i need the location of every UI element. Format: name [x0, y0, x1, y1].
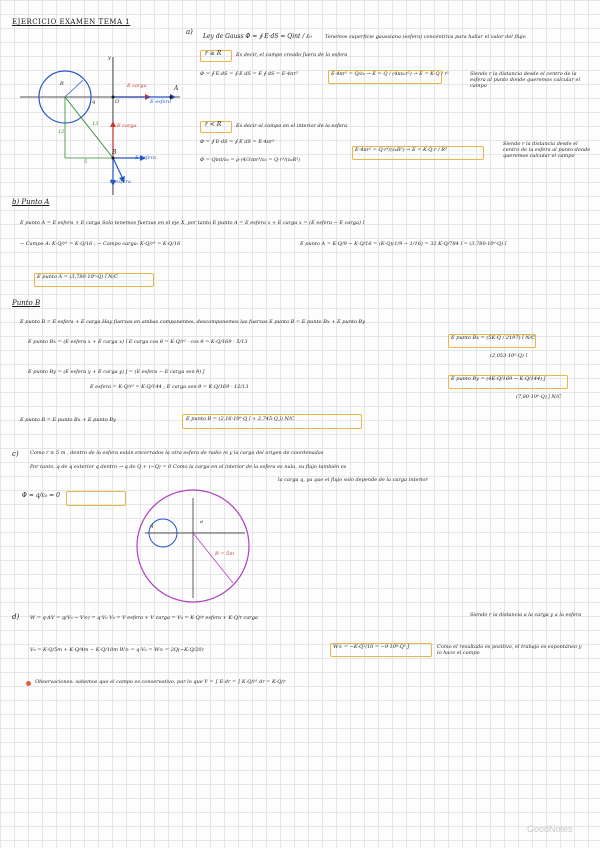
fig1-e-esfera-b: E esfera [135, 155, 156, 161]
part-d-footnote: Observaciones: sabemos que el campo es conservativo, por lo que V = ∫ E·dr = ∫ K·Q/r² dr = K·Q/r [35, 679, 286, 685]
gauss-note: Tenemos superficie gaussiana (esfera) concéntrica para hallar el valor del flujo [325, 34, 526, 40]
fig1-point-b: B [112, 149, 117, 156]
fig1-sphere-r: R [60, 81, 64, 87]
punto-b-line-y-2: E esfera = K·Q/r² = K·Q/144 ; E carga sen θ = K·Q/169 · 12/13 [90, 384, 249, 390]
part-c-line3: la carga q, ya que el flujo solo depende de la carga interior [278, 477, 428, 483]
part-b-line3: E punto A = K·Q/9 − K·Q/16 = (K·Q)(1/9 − 1/16) = 32 K·Q/784 î = (3,780·10⁶·Q) î [300, 241, 507, 247]
note-out: Siendo r la distancia desde el centro de la esfera al punto donde queremos calcular el campo [470, 71, 581, 89]
punto-b-result-x-2: (2,053·10⁹·Q) î [490, 353, 528, 359]
fig1-origin: O [115, 99, 120, 105]
result-in: E·4πr² = Q·r³/(ε₀R³) → E = K·Q·r / R³ [355, 147, 448, 153]
page-title: EJERCICIO EXAMEN TEMA 1 [12, 18, 131, 26]
note-in: Siendo r la distancia desde el centro de la esfera al punto donde queremos calcular el campo [503, 141, 591, 159]
fig1-dist-13: 13 [92, 121, 99, 127]
figure-sphere-c [135, 488, 255, 608]
part-b-label: b) Punto A [12, 198, 50, 206]
punto-b-line-y: E punto By = (E esfera y + E carga y) ĵ = (E esfera − E carga sen θ) ĵ [28, 369, 205, 375]
part-d-label: d) [12, 613, 20, 621]
fig2-label-q: q [150, 523, 154, 529]
punto-b-result-x: E punto Bx = (5K·Q / 2197) î N/C [451, 335, 536, 341]
fig1-y-label: y [108, 55, 111, 61]
case-out-cond: r ≥ R [205, 50, 222, 57]
fig1-e-esfera-a: E esfera [150, 99, 171, 105]
case-in-cond: r < R [205, 121, 222, 128]
flux-out: Φ = ∮ E·dS = ∮ E dS = E ∮ dS = E·4πr² [200, 71, 298, 77]
part-b-line1: E punto A = E esfera + E carga Solo tenemos fuerzas en el eje X, por tanto E punto A = E esfera x + E carga x = (E esfera − E carga) î [20, 220, 365, 226]
fig2-label-r: R = 5m [215, 551, 235, 557]
flux-in-2: Φ = Qint/ε₀ = ρ·(4/3)πr³/ε₀ = Q·r³/(ε₀R³) [200, 157, 301, 163]
part-c-flux: Φ = q/ε₀ = 0 [22, 492, 60, 499]
part-d-note1: Siendo r la distancia a la carga y a la esfera [470, 612, 582, 618]
fig1-e-carga-a: E carga [127, 83, 147, 89]
part-a-label: a) [186, 28, 193, 36]
punto-b-line1: E punto B = E esfera + E carga Hay fuerzas en ambas componentes, descomponemos las fuerzas E punto B = E punto Bx + E punto By [20, 319, 366, 325]
case-in-desc: Es decir el campo en el interior de la esfera [236, 123, 348, 129]
punto-b-line-x: E punto Bx = (E esfera x + E carga x) î E carga cos θ = K·Q/r² · cos θ = K·Q/169 · 5/13 [28, 339, 248, 345]
fig1-e-carga-b: E carga [117, 123, 137, 129]
fig1-e-esfera-b2: E esfera [110, 179, 131, 185]
part-c-flux-box [66, 491, 126, 506]
fig2-label-a: a [200, 519, 203, 525]
fig1-q-label: q [92, 99, 96, 105]
result-out: E·4πr² = Q/ε₀ → E = Q / (4πε₀r²) → E = K·Q / r² [331, 71, 449, 77]
goodnotes-watermark: GoodNotes [527, 824, 573, 834]
part-b-result: E punto A = (3,780·10⁶·Q) î N/C [37, 274, 118, 280]
part-d-line1: W = q·ΔV = q(V₀ − V∞) = q·V₀ V₀ = V esfera + V carga = V₀ = K·Q/r esfera + K·Q/r carga [30, 615, 258, 621]
fig1-point-a: A [174, 85, 179, 92]
punto-b-label: Punto B [12, 299, 41, 307]
case-out-desc: Es decir, el campo creado fuera de la esfera [236, 52, 348, 58]
punto-b-result-y: E punto By = (4K·Q/169 − K·Q/144) ĵ [451, 376, 546, 382]
part-d-note2: Como el resultado es positivo, el trabajo es espontáneo y lo hace el campo [437, 644, 582, 656]
punto-b-final: E punto B = (2,16·10⁶·Q î + 2,745·Q ĵ) N/C [186, 416, 295, 422]
flux-in: Φ = ∮ E·dS = ∮ E dS = E·4πr² [200, 139, 275, 145]
punto-b-sum: E punto B = E punto Bx + E punto By [20, 417, 116, 423]
part-b-line2: − Campo A: K·Q/r² = K·Q/16 ; − Campo carga: K·Q/r² = K·Q/16 [20, 241, 181, 247]
fig1-dist-5: 5 [84, 159, 88, 165]
gauss-law: Ley de Gauss Φ = ∮ E·dS = Qint / ε₀ [203, 33, 312, 40]
part-d-line2: V₀ = K·Q/5m + K·Q/4m − K·Q/10m W∞ = q·V₀ = W∞ = 2Q(−K·Q/20) [30, 647, 204, 653]
part-c-line2: Por tanto, q de q exterior q dentro → q de Q + (−Q) = 0 Como la carga en el interior de la esfera es nula, su flujo también es [30, 464, 347, 470]
punto-b-result-y-2: (7,80·10⁶·Q) ĵ N/C [516, 394, 562, 400]
fig1-dist-12: 12 [58, 129, 65, 135]
part-c-line1: Como r ≥ 5 m , dentro de la esfera están encerrados la otra esfera de radio m y la carga del origen de coordenadas [30, 450, 324, 456]
part-c-label: c) [12, 450, 19, 458]
footnote-bullet-icon [26, 681, 31, 686]
part-d-result: W∞ = −K·Q²/10 = −9·10⁸·Q² J [333, 644, 410, 650]
